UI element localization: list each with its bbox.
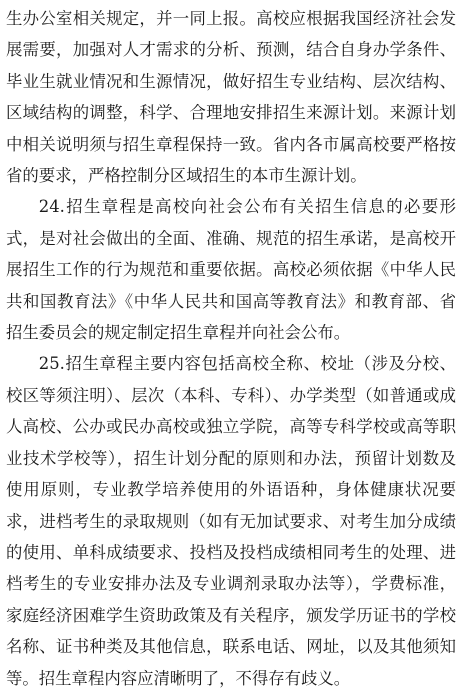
- paragraph-article-24: 24.招生章程是高校向社会公布有关招生信息的必要形式，是对社会做出的全面、准确、规范的招生承诺，是高校开展招生工作的行为规范和重要依据。高校必须依据《中华人民共和国教育法》《中华人民共和国高等教育法》和教育部、省招生委员会的规定制定招生章程并向社会公布。: [6, 197, 456, 343]
- paragraph-article-25: 25.招生章程主要内容包括高校全称、校址（涉及分校、校区等须注明）、层次（本科、专科）、办学类型（如普通或成人高校、公办或民办高校或独立学院，高等专科学校或高等职业技术学校等），招生计划分配的原则和办法，预留计划数及使用原则，专业教学培养使用的外语语种，身体健康状况要求，进档考生的录取规则（如有无加试要求、对考生加分成绩的使用、单科成绩要求、投档及投档成绩相同考生的处理、进档考生的专业安排办法及专业调剂录取办法等），学费标准，家庭经济困难学生资助政策及有关程序，颁发学历证书的学校名称、证书种类及其他信息，联系电话、网址，以及其他须知等。招生章程内容应清晰明了，不得存有歧义。: [6, 354, 456, 688]
- document-page: [6, 3, 456, 694]
- paragraph-continuation: 生办公室相关规定，并一同上报。高校应根据我国经济社会发展需要，加强对人才需求的分析、预测，结合自身办学条件、毕业生就业情况和生源情况，做好招生专业结构、层次结构、区域结构的调整，科学、合理地安排招生来源计划。来源计划中相关说明须与招生章程保持一致。省内各市属高校要严格按省的要求，严格控制分区域招生的本市生源计划。: [6, 9, 456, 186]
